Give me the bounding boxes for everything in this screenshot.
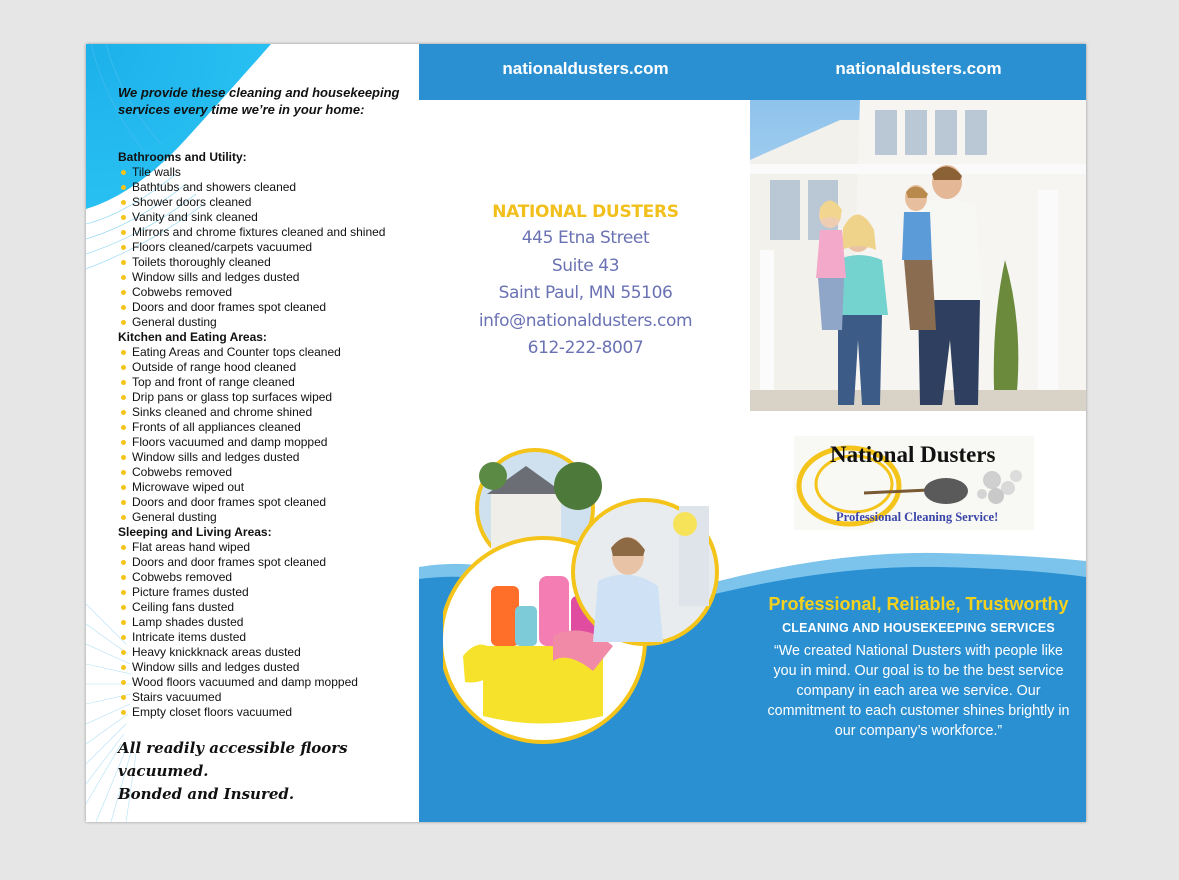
service-item: Bathtubs and showers cleaned [118,180,418,195]
city-state-zip: Saint Paul, MN 55106 [498,283,673,303]
service-item: Lamp shades dusted [118,615,418,630]
service-item: Top and front of range cleaned [118,375,418,390]
service-item: Stairs vacuumed [118,690,418,705]
service-item: Intricate items dusted [118,630,418,645]
service-item: Window sills and ledges dusted [118,450,418,465]
service-item: Microwave wiped out [118,480,418,495]
service-item: Drip pans or glass top surfaces wiped [118,390,418,405]
service-item: Floors vacuumed and damp mopped [118,435,418,450]
logo-tagline: Professional Cleaning Service! [836,510,999,524]
service-item: Doors and door frames spot cleaned [118,555,418,570]
logo-name: National Dusters [830,442,996,467]
service-item: Toilets thoroughly cleaned [118,255,418,270]
company-logo [794,436,1034,530]
service-item: Mirrors and chrome fixtures cleaned and shined [118,225,418,240]
service-item: General dusting [118,315,418,330]
service-item: Cobwebs removed [118,570,418,585]
pitch-headline: Professional, Reliable, Trustworthy [768,594,1069,614]
cleaning-photo-bubbles [443,446,723,746]
suite: Suite 43 [551,255,620,276]
street-address: 445 Etna Street [521,228,650,248]
service-item: Cobwebs removed [118,285,418,300]
service-item: Shower doors cleaned [118,195,418,210]
service-items [118,345,418,525]
closing-line-2: Bonded and Insured. [118,785,295,803]
phone-number: 612-222-8007 [527,338,644,358]
service-item: Heavy knickknack areas dusted [118,645,418,660]
closing-line-1: All readily accessible floors vacuumed. [118,739,348,780]
email-link[interactable]: info@nationaldusters.com [478,310,693,331]
service-item: Eating Areas and Counter tops cleaned [118,345,418,360]
pitch-subhead: CLEANING AND HOUSEKEEPING SERVICES [782,621,1055,635]
service-item: Sinks cleaned and chrome shined [118,405,418,420]
service-item: Outside of range hood cleaned [118,360,418,375]
service-items [118,165,418,330]
service-item: Floors cleaned/carpets vacuumed [118,240,418,255]
service-items [118,540,418,720]
service-item: Cobwebs removed [118,465,418,480]
service-item: Window sills and ledges dusted [118,270,418,285]
services-list [118,150,418,720]
service-category-title: Bathrooms and Utility: [118,150,247,164]
pitch-block [766,592,1071,741]
service-item: Doors and door frames spot cleaned [118,300,418,315]
closing-statement [118,737,418,806]
family-house-photo [750,100,1086,411]
maid-bubble [571,498,719,646]
service-item: Wood floors vacuumed and damp mopped [118,675,418,690]
services-panel [86,44,419,822]
company-name: NATIONAL DUSTERS [492,202,679,222]
pitch-quote: “We created National Dusters with people like you in mind. Our goal is to be the best service company in each area we service. Our commitment to each customer shines brightly in our company’s workforce.” [767,643,1070,739]
service-item: Ceiling fans dusted [118,600,418,615]
service-category-title: Sleeping and Living Areas: [118,525,272,539]
service-item: Doors and door frames spot cleaned [118,495,418,510]
service-item: General dusting [118,510,418,525]
service-item: Vanity and sink cleaned [118,210,418,225]
website-url-right[interactable]: nationaldusters.com [835,59,1002,78]
services-intro: We provide these cleaning and housekeeping services every time we’re in your home: [118,85,400,117]
service-item: Picture frames dusted [118,585,418,600]
contact-block [419,199,752,363]
service-item: Tile walls [118,165,418,180]
service-item: Empty closet floors vacuumed [118,705,418,720]
service-category-title: Kitchen and Eating Areas: [118,330,267,344]
service-item: Fronts of all appliances cleaned [118,420,418,435]
service-item: Flat areas hand wiped [118,540,418,555]
service-item: Window sills and ledges dusted [118,660,418,675]
brochure-sheet [86,44,1086,822]
website-url-middle[interactable]: nationaldusters.com [502,59,669,78]
